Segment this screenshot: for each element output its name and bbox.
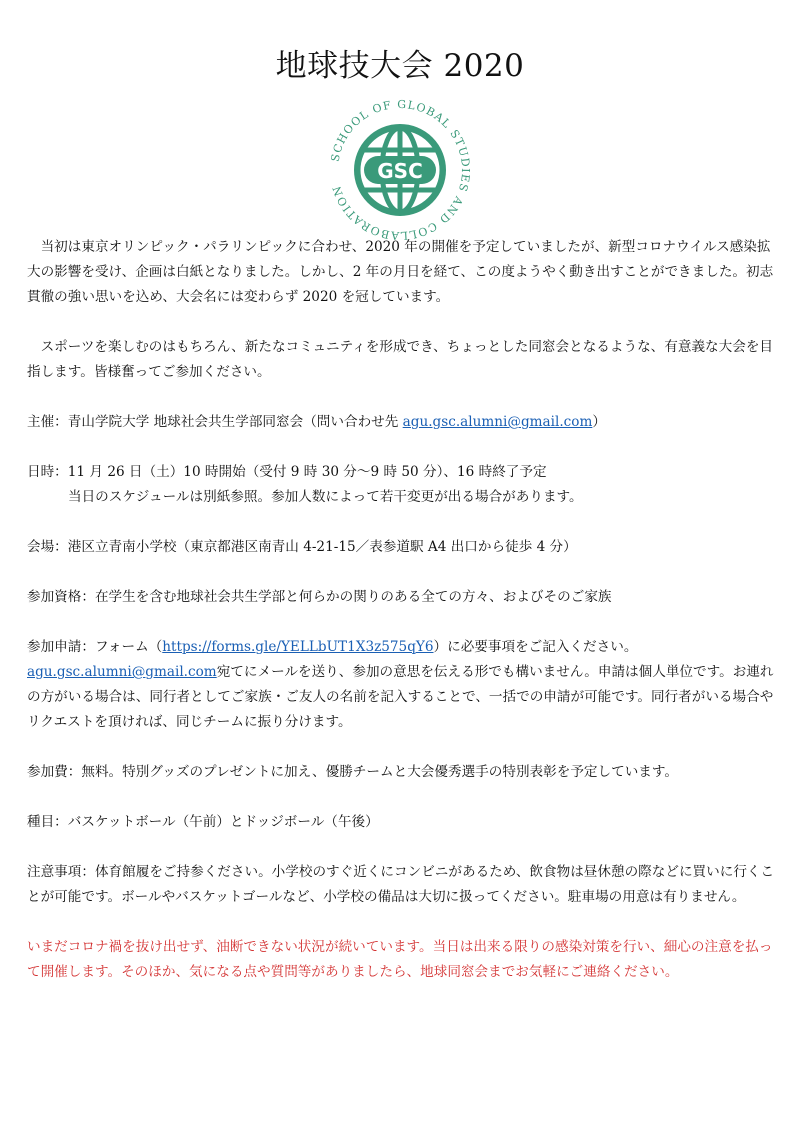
- page-title: 地球技大会 2020: [275, 48, 525, 84]
- eligibility-line: 参加資格：在学生を含む地球社会共生学部と何らかの関りのある全ての方々、およびそのご家族: [27, 589, 612, 605]
- logo-center-text: GSC: [377, 159, 423, 183]
- venue-line: 会場：港区立青南小学校（東京都港区南青山 4-21-15／表参道駅 A4 出口から徒歩 4 分）: [27, 539, 577, 555]
- events-line: 種目：バスケットボール（午前）とドッジボール（午後）: [27, 814, 379, 830]
- application-rest: 宛てにメールを送り、参加の意思を伝える形でも構いません。申請は個人単位です。お連れの方がいる場合は、同行者としてご家族・ご友人の名前を記入することで、一括での申請が可能です。同行者がいる場合やリクエストを頂ければ、同じチームに振り分けます。: [27, 664, 774, 730]
- application-email-link[interactable]: agu.gsc.alumni@gmail.com: [27, 664, 217, 680]
- organizer-suffix: ）: [592, 414, 606, 430]
- organizer-email-link[interactable]: agu.gsc.alumni@gmail.com: [402, 414, 593, 430]
- globe-logo-icon: [322, 92, 478, 248]
- intro-paragraph-1: 当初は東京オリンピック・パラリンピックに合わせ、2020 年の開催を予定していましたが、新型コロナウイルス感染拡大の影響を受け、企画は白紙となりました。しかし、2 年の月日を経て、この度ようやく動き出すことができました。初志貫徹の強い思いを込め、大会名には変わらず 2020 を冠しています。: [27, 239, 774, 305]
- logo-ring-text: SCHOOL OF GLOBAL STUDIES AND COLLABORATION: [328, 97, 473, 243]
- notes-paragraph: 注意事項：体育館履をご持参ください。小学校のすぐ近くにコンビニがあるため、飲食物は昼休憩の際などに買いに行くことが可能です。ボールやバスケットゴールなど、小学校の備品は大切に扱ってください。駐車場の用意は有りません。: [27, 864, 775, 905]
- covid-warning: いまだコロナ禍を抜け出せず、油断できない状況が続いています。当日は出来る限りの感染対策を行い、細心の注意を払って開催します。そのほか、気になる点や質問等がありましたら、地球同窓会までお気軽にご連絡ください。: [27, 939, 773, 980]
- announcement-body: [27, 235, 779, 985]
- schedule-note: 当日のスケジュールは別紙参照。参加人数によって若干変更が出る場合があります。: [68, 489, 583, 505]
- application-middle: ）に必要事項をご記入ください。: [433, 639, 638, 655]
- organizer-text: 主催：青山学院大学 地球社会共生学部同窓会（問い合わせ先: [27, 414, 403, 430]
- application-paragraph: [27, 635, 779, 735]
- application-prefix: 参加申請：フォーム（: [27, 639, 163, 655]
- application-form-link[interactable]: https://forms.gle/YELLbUT1X3z575qY6: [162, 639, 434, 655]
- fee-line: 参加費：無料。特別グッズのプレゼントに加え、優勝チームと大会優秀選手の特別表彰を予定しています。: [27, 764, 679, 780]
- intro-paragraph-2: スポーツを楽しむのはもちろん、新たなコミュニティを形成でき、ちょっとした同窓会となるような、有意義な大会を目指します。皆様奮ってご参加ください。: [27, 339, 774, 380]
- gsc-logo: [322, 92, 478, 248]
- datetime-line: 日時：11 月 26 日（土）10 時開始（受付 9 時 30 分〜9 時 50 分）、16 時終了予定: [27, 464, 547, 480]
- organizer-line: [27, 410, 779, 435]
